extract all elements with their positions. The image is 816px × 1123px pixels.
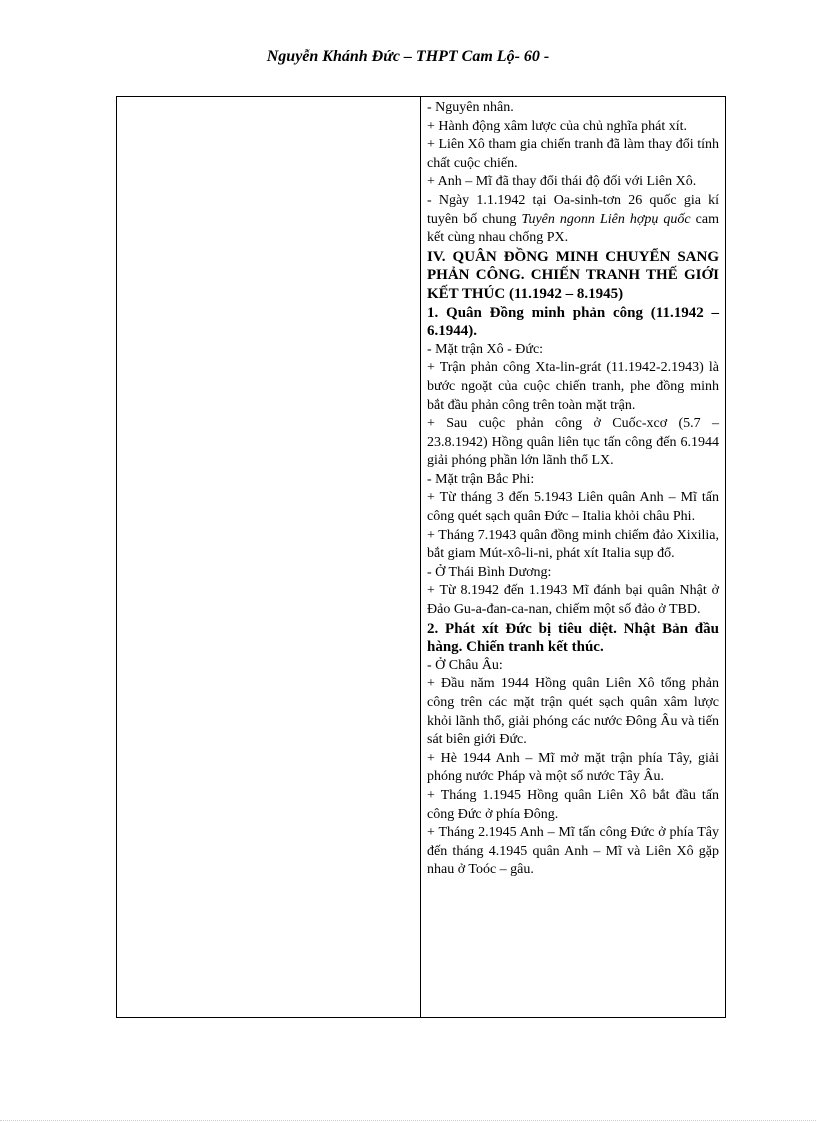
page-header: Nguyễn Khánh Đức – THPT Cam Lộ- 60 - — [266, 48, 550, 65]
content-table — [116, 96, 726, 1018]
paragraph: + Từ tháng 3 đến 5.1943 Liên quân Anh – Mĩ tấn công quét sạch quân Đức – Italia khỏi châu Phi. — [427, 490, 719, 525]
paragraph: + Sau cuộc phản công ở Cuốc-xcơ (5.7 – 23.8.1942) Hồng quân liên tục tấn công đến 6.1944 giải phóng phần lớn lãnh thổ LX. — [427, 416, 719, 469]
paragraph: - Ở Châu Âu: — [427, 657, 503, 673]
paragraph: - Mặt trận Bắc Phi: — [427, 471, 535, 487]
paragraph: + Tháng 7.1943 quân đồng minh chiếm đảo Xixilia, bắt giam Mút-xô-li-ni, phát xít Italia sụp đổ. — [427, 527, 719, 562]
text-run: cam kết cùng nhau chống PX. — [427, 211, 719, 246]
subsection-heading: 1. Quân Đồng minh phản công (11.1942 – 6.1944). — [427, 304, 719, 340]
paragraph: + Tháng 1.1945 Hồng quân Liên Xô bắt đầu tấn công Đức ở phía Đông. — [427, 787, 719, 822]
right-column — [421, 97, 725, 1017]
italic-title: Tuyên ngonn Liên hợpụ quốc — [521, 211, 691, 227]
paragraph: + Đầu năm 1944 Hồng quân Liên Xô tổng phản công trên các mặt trận quét sạch quân xâm lược khỏi lãnh thổ, giải phóng các nước Đông Âu và tiến sát biên giới Đức. — [427, 676, 719, 748]
paragraph: - Nguyên nhân. — [427, 100, 514, 115]
paragraph: - Mặt trận Xô - Đức: — [427, 341, 544, 357]
paragraph: + Hành động xâm lược của chủ nghĩa phát xít. — [427, 118, 688, 134]
text-run: - Ngày 1.1.1942 tại Oa-sinh-tơn 26 quốc gia kí tuyên bố chung — [427, 192, 719, 227]
paragraph: + Hè 1944 Anh – Mĩ mở mặt trận phía Tây, giải phóng nước Pháp và một số nước Tây Âu. — [427, 750, 719, 785]
subsection-heading: 2. Phát xít Đức bị tiêu diệt. Nhật Bản đầu hàng. Chiến tranh kết thúc. — [427, 620, 719, 656]
paragraph — [427, 192, 719, 248]
footer-divider — [0, 1120, 816, 1121]
paragraph: + Tháng 2.1945 Anh – Mĩ tấn công Đức ở phía Tây đến tháng 4.1945 quân Anh – Mĩ và Liên Xô gặp nhau ở Toóc – gâu. — [427, 825, 719, 878]
left-column — [117, 97, 421, 1017]
paragraph: + Anh – Mĩ đã thay đổi thái độ đối với Liên Xô. — [427, 174, 697, 190]
paragraph: + Từ 8.1942 đến 1.1943 Mĩ đánh bại quân Nhật ở Đảo Gu-a-đan-ca-nan, chiếm một số đảo ở TBD. — [427, 583, 719, 618]
section-heading: IV. QUÂN ĐỒNG MINH CHUYỂN SANG PHẢN CÔNG. CHIẾN TRANH THẾ GIỚI KẾT THÚC (11.1942 – 8.1945) — [427, 248, 719, 302]
paragraph: + Liên Xô tham gia chiến tranh đã làm thay đổi tính chất cuộc chiến. — [427, 137, 719, 171]
paragraph: + Trận phản công Xta-lin-grát (11.1942-2.1943) là bước ngoặt của cuộc chiến tranh, phe đồng minh bắt đầu phản công trên toàn mặt trận. — [427, 360, 719, 413]
paragraph: - Ở Thái Bình Dương: — [427, 564, 552, 580]
